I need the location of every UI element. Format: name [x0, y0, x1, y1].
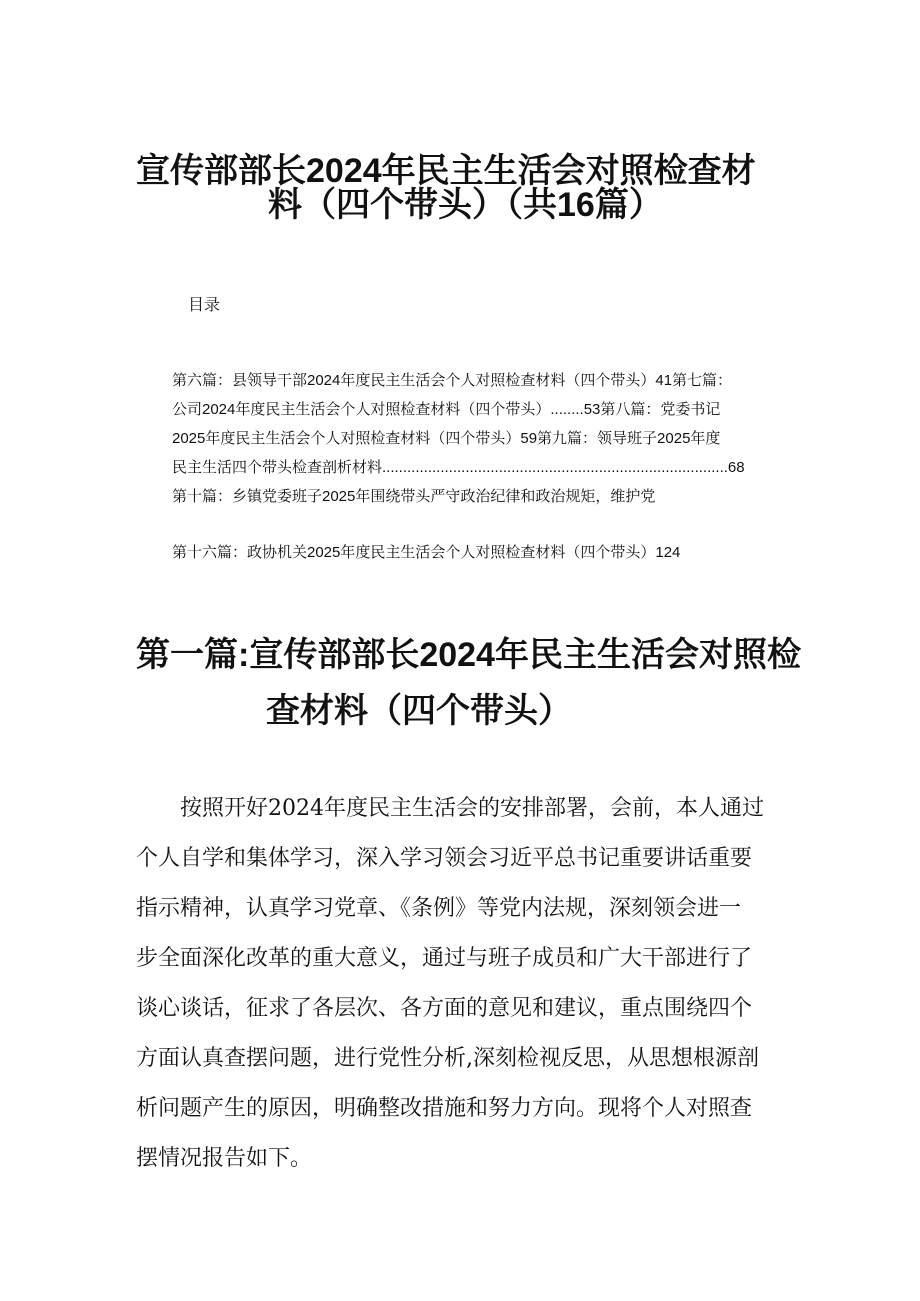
body-line: 析问题产生的原因，明确整改措施和努力方向。现将个人对照查 [136, 1096, 753, 1121]
body-line: 方面认真查摆问题，进行党性分析,深刻检视反思，从思想根源剖 [136, 1046, 759, 1071]
toc-heading: 目录 [188, 297, 221, 314]
body-line: 步全面深化改革的重大意义，通过与班子成员和广大干部进行了 [136, 946, 753, 971]
document-title-line-1: 宣传部部长2024年民主生活会对照检查材 [136, 152, 756, 190]
toc-gap [172, 511, 812, 538]
body-paragraph [136, 784, 796, 1184]
table-of-contents [172, 366, 812, 567]
document-title-line-2: 料（四个带头）（共16篇） [268, 186, 663, 224]
body-line: 谈心谈话，征求了各层次、各方面的意见和建议，重点围绕四个 [136, 996, 753, 1021]
body-line: 按照开好2024年度民主生活会的安排部署，会前，本人通过 [136, 796, 764, 821]
toc-line[interactable]: 第六篇：县领导干部2024年度民主生活会个人对照检查材料（四个带头）41第七篇： [172, 372, 733, 389]
section-title-line-2: 查材料（四个带头） [266, 692, 572, 730]
body-line: 摆情况报告如下。 [136, 1146, 313, 1171]
section-title-line-1: 第一篇:宣传部部长2024年民主生活会对照检 [136, 636, 801, 674]
body-line: 个人自学和集体学习，深入学习领会习近平总书记重要讲话重要 [136, 846, 753, 871]
toc-line-last[interactable]: 第十六篇：政协机关2025年度民主生活会个人对照检查材料（四个带头）124 [172, 544, 681, 561]
toc-line[interactable]: 民主生活四个带头检查剖析材料...................................................................................68 [172, 459, 745, 476]
toc-line[interactable]: 公司2024年度民主生活会个人对照检查材料（四个带头）........53第八篇：党委书记 [172, 401, 721, 418]
toc-line[interactable]: 2025年度民主生活会个人对照检查材料（四个带头）59第九篇：领导班子2025年度 [172, 430, 721, 447]
toc-line[interactable]: 第十篇：乡镇党委班子2025年围绕带头严守政治纪律和政治规矩，维护党 [172, 488, 656, 505]
body-line: 指示精神，认真学习党章、《条例》等党内法规，深刻领会进一 [136, 896, 742, 921]
